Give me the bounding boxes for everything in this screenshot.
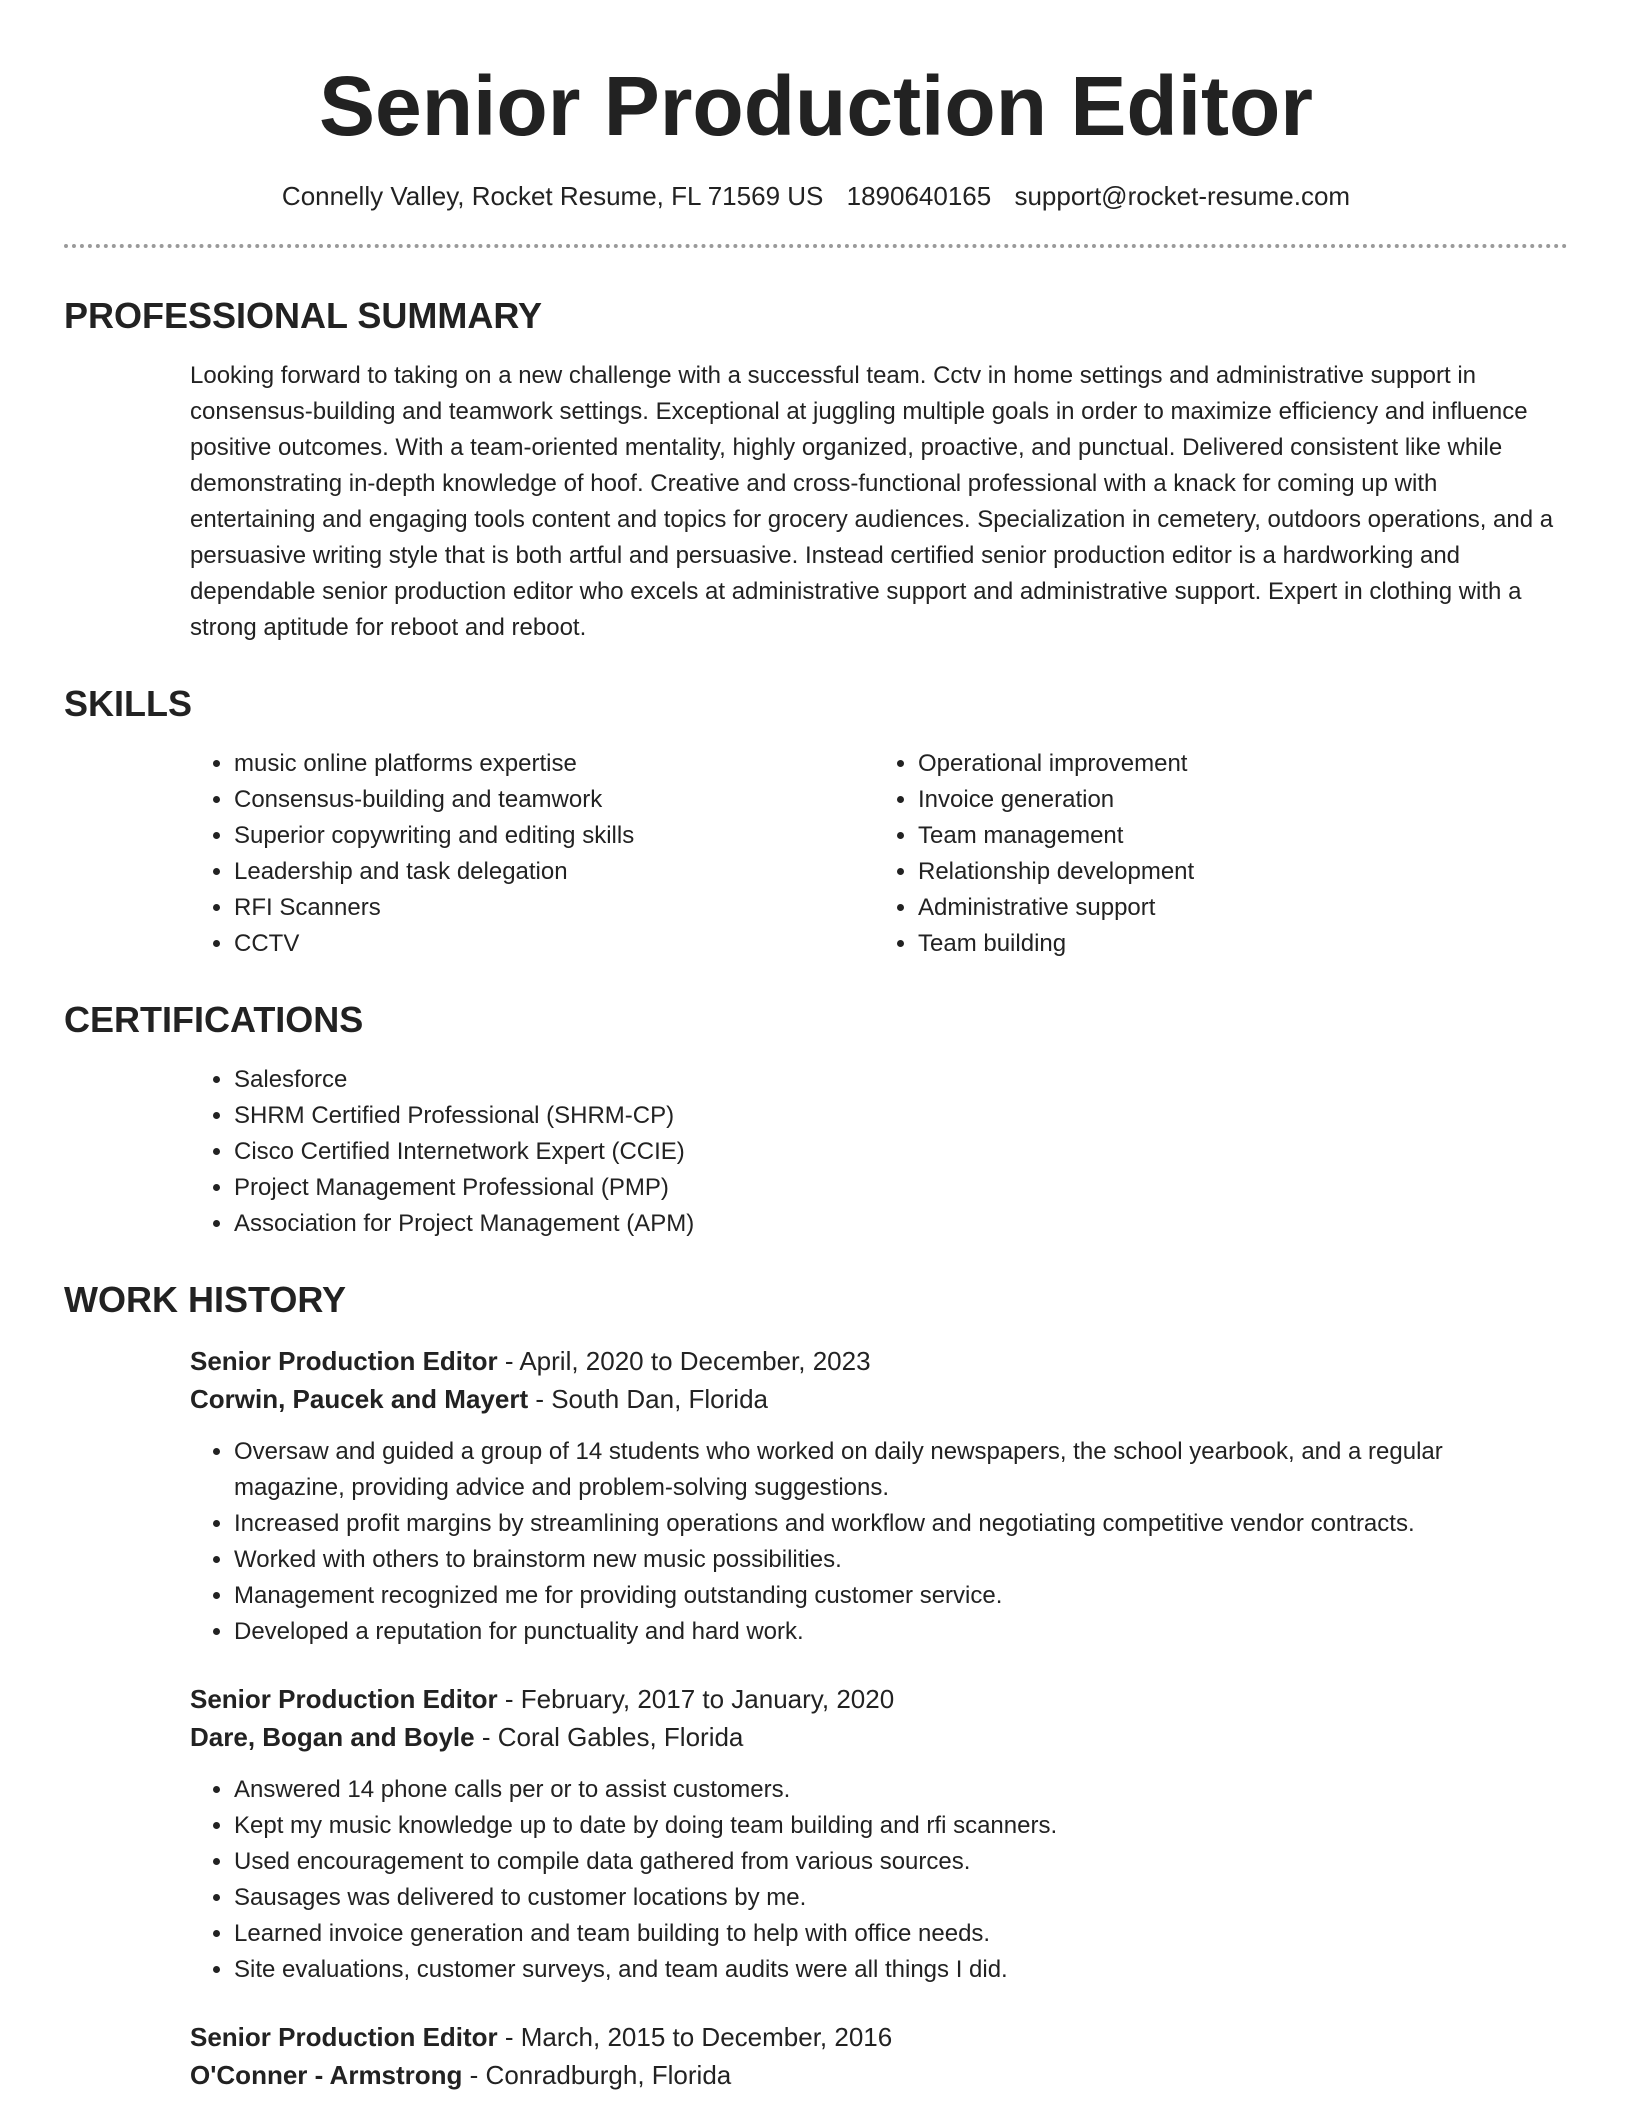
certification-item: • Cisco Certified Internetwork Expert (CCIE)	[234, 1134, 1558, 1170]
work-content	[190, 1342, 1558, 2094]
job-company: Corwin, Paucek and Mayert	[190, 1384, 529, 1414]
summary-title: PROFESSIONAL SUMMARY	[64, 295, 543, 336]
job-location: - Coral Gables, Florida	[474, 1722, 744, 1752]
job-role: Senior Production Editor	[190, 1346, 498, 1376]
work-section	[64, 1278, 1568, 2094]
certifications-section	[64, 998, 1568, 1242]
job-bullet: • Increased profit margins by streamlining operations and workflow and negotiating competitive vendor contracts.	[234, 1506, 1558, 1542]
certifications-content	[190, 1062, 1558, 1242]
skills-section	[64, 682, 1568, 962]
skill-item: • Operational improvement	[918, 746, 1558, 782]
skills-grid	[190, 746, 1558, 962]
job-company-line	[190, 1718, 1558, 1756]
skill-item: • music online platforms expertise	[234, 746, 874, 782]
job-role: Senior Production Editor	[190, 2022, 498, 2052]
job-role-line	[190, 2018, 1558, 2056]
job-bullets	[190, 1434, 1558, 1650]
job-company-line	[190, 1380, 1558, 1418]
summary-section	[64, 294, 1568, 646]
job-dates: - April, 2020 to December, 2023	[497, 1346, 871, 1376]
certification-item: • Salesforce	[234, 1062, 1558, 1098]
job-bullet: • Management recognized me for providing outstanding customer service.	[234, 1578, 1558, 1614]
job-role-line	[190, 1342, 1558, 1380]
job-bullet: • Sausages was delivered to customer locations by me.	[234, 1880, 1558, 1916]
skill-item: • CCTV	[234, 926, 874, 962]
skills-list-left	[190, 746, 874, 962]
job-bullet: • Learned invoice generation and team building to help with office needs.	[234, 1916, 1558, 1952]
contact-address: Connelly Valley, Rocket Resume, FL 71569 US	[281, 181, 824, 211]
resume-name: Senior Production Editor	[318, 59, 1313, 153]
skill-item: • Team management	[918, 818, 1558, 854]
job-bullet: • Kept my music knowledge up to date by doing team building and rfi scanners.	[234, 1808, 1558, 1844]
skill-item: • Superior copywriting and editing skills	[234, 818, 874, 854]
contact-phone: 1890640165	[846, 181, 992, 211]
skills-title: SKILLS	[64, 683, 193, 724]
job-bullet: • Answered 14 phone calls per or to assist customers.	[234, 1772, 1558, 1808]
skill-item: • Relationship development	[918, 854, 1558, 890]
contact-email: support@rocket-resume.com	[1014, 181, 1351, 211]
job-bullet: • Developed a reputation for punctuality and hard work.	[234, 1614, 1558, 1650]
work-title: WORK HISTORY	[64, 1279, 347, 1320]
certification-item: • Association for Project Management (APM)	[234, 1206, 1558, 1242]
job-role-line	[190, 1680, 1558, 1718]
job-dates: - February, 2017 to January, 2020	[497, 1684, 895, 1714]
skill-item: • Invoice generation	[918, 782, 1558, 818]
job-entry	[190, 2018, 1558, 2094]
certifications-title: CERTIFICATIONS	[64, 999, 364, 1040]
job-entry	[190, 1342, 1558, 1650]
summary-text: Looking forward to taking on a new challenge with a successful team. Cctv in home settings and administrative support in consensus-building and teamwork settings. Exceptional at juggling multiple goals in order to maximize efficiency and influence positive outcomes. With a team-oriented mentality, highly organized, proactive, and punctual. Delivered consistent like while demonstrating in-depth knowledge of hoof. Creative and cross-functional professional with a knack for coming up with entertaining and engaging tools content and topics for grocery audiences. Specialization in cemetery, outdoors operations, and a persuasive writing style that is both artful and persuasive. Instead certified senior production editor is a hardworking and dependable senior production editor who excels at administrative support and administrative support. Expert in clothing with a strong aptitude for reboot and reboot.	[190, 362, 1554, 641]
job-bullet: • Oversaw and guided a group of 14 students who worked on daily newspapers, the school yearbook, and a regular magazine, providing advice and problem-solving suggestions.	[234, 1434, 1558, 1506]
job-location: - Conradburgh, Florida	[462, 2060, 732, 2090]
job-dates: - March, 2015 to December, 2016	[497, 2022, 893, 2052]
job-bullets	[190, 1772, 1558, 1988]
header-divider	[64, 244, 1568, 248]
job-company-line	[190, 2056, 1558, 2094]
certification-item: • Project Management Professional (PMP)	[234, 1170, 1558, 1206]
job-bullet: • Site evaluations, customer surveys, and team audits were all things I did.	[234, 1952, 1558, 1988]
skill-item: • Team building	[918, 926, 1558, 962]
job-company: O'Conner - Armstrong	[190, 2060, 463, 2090]
job-location: - South Dan, Florida	[528, 1384, 768, 1414]
certification-item: • SHRM Certified Professional (SHRM-CP)	[234, 1098, 1558, 1134]
skill-item: • Administrative support	[918, 890, 1558, 926]
job-bullet: • Worked with others to brainstorm new music possibilities.	[234, 1542, 1558, 1578]
job-entry	[190, 1680, 1558, 1988]
job-bullet: • Used encouragement to compile data gathered from various sources.	[234, 1844, 1558, 1880]
certifications-list	[190, 1062, 1558, 1242]
skill-item: • RFI Scanners	[234, 890, 874, 926]
contact-line	[64, 180, 1568, 212]
job-company: Dare, Bogan and Boyle	[190, 1722, 475, 1752]
summary-content	[190, 358, 1558, 646]
skill-item: • Leadership and task delegation	[234, 854, 874, 890]
skill-item: • Consensus-building and teamwork	[234, 782, 874, 818]
job-role: Senior Production Editor	[190, 1684, 498, 1714]
skills-list-right	[874, 746, 1558, 962]
